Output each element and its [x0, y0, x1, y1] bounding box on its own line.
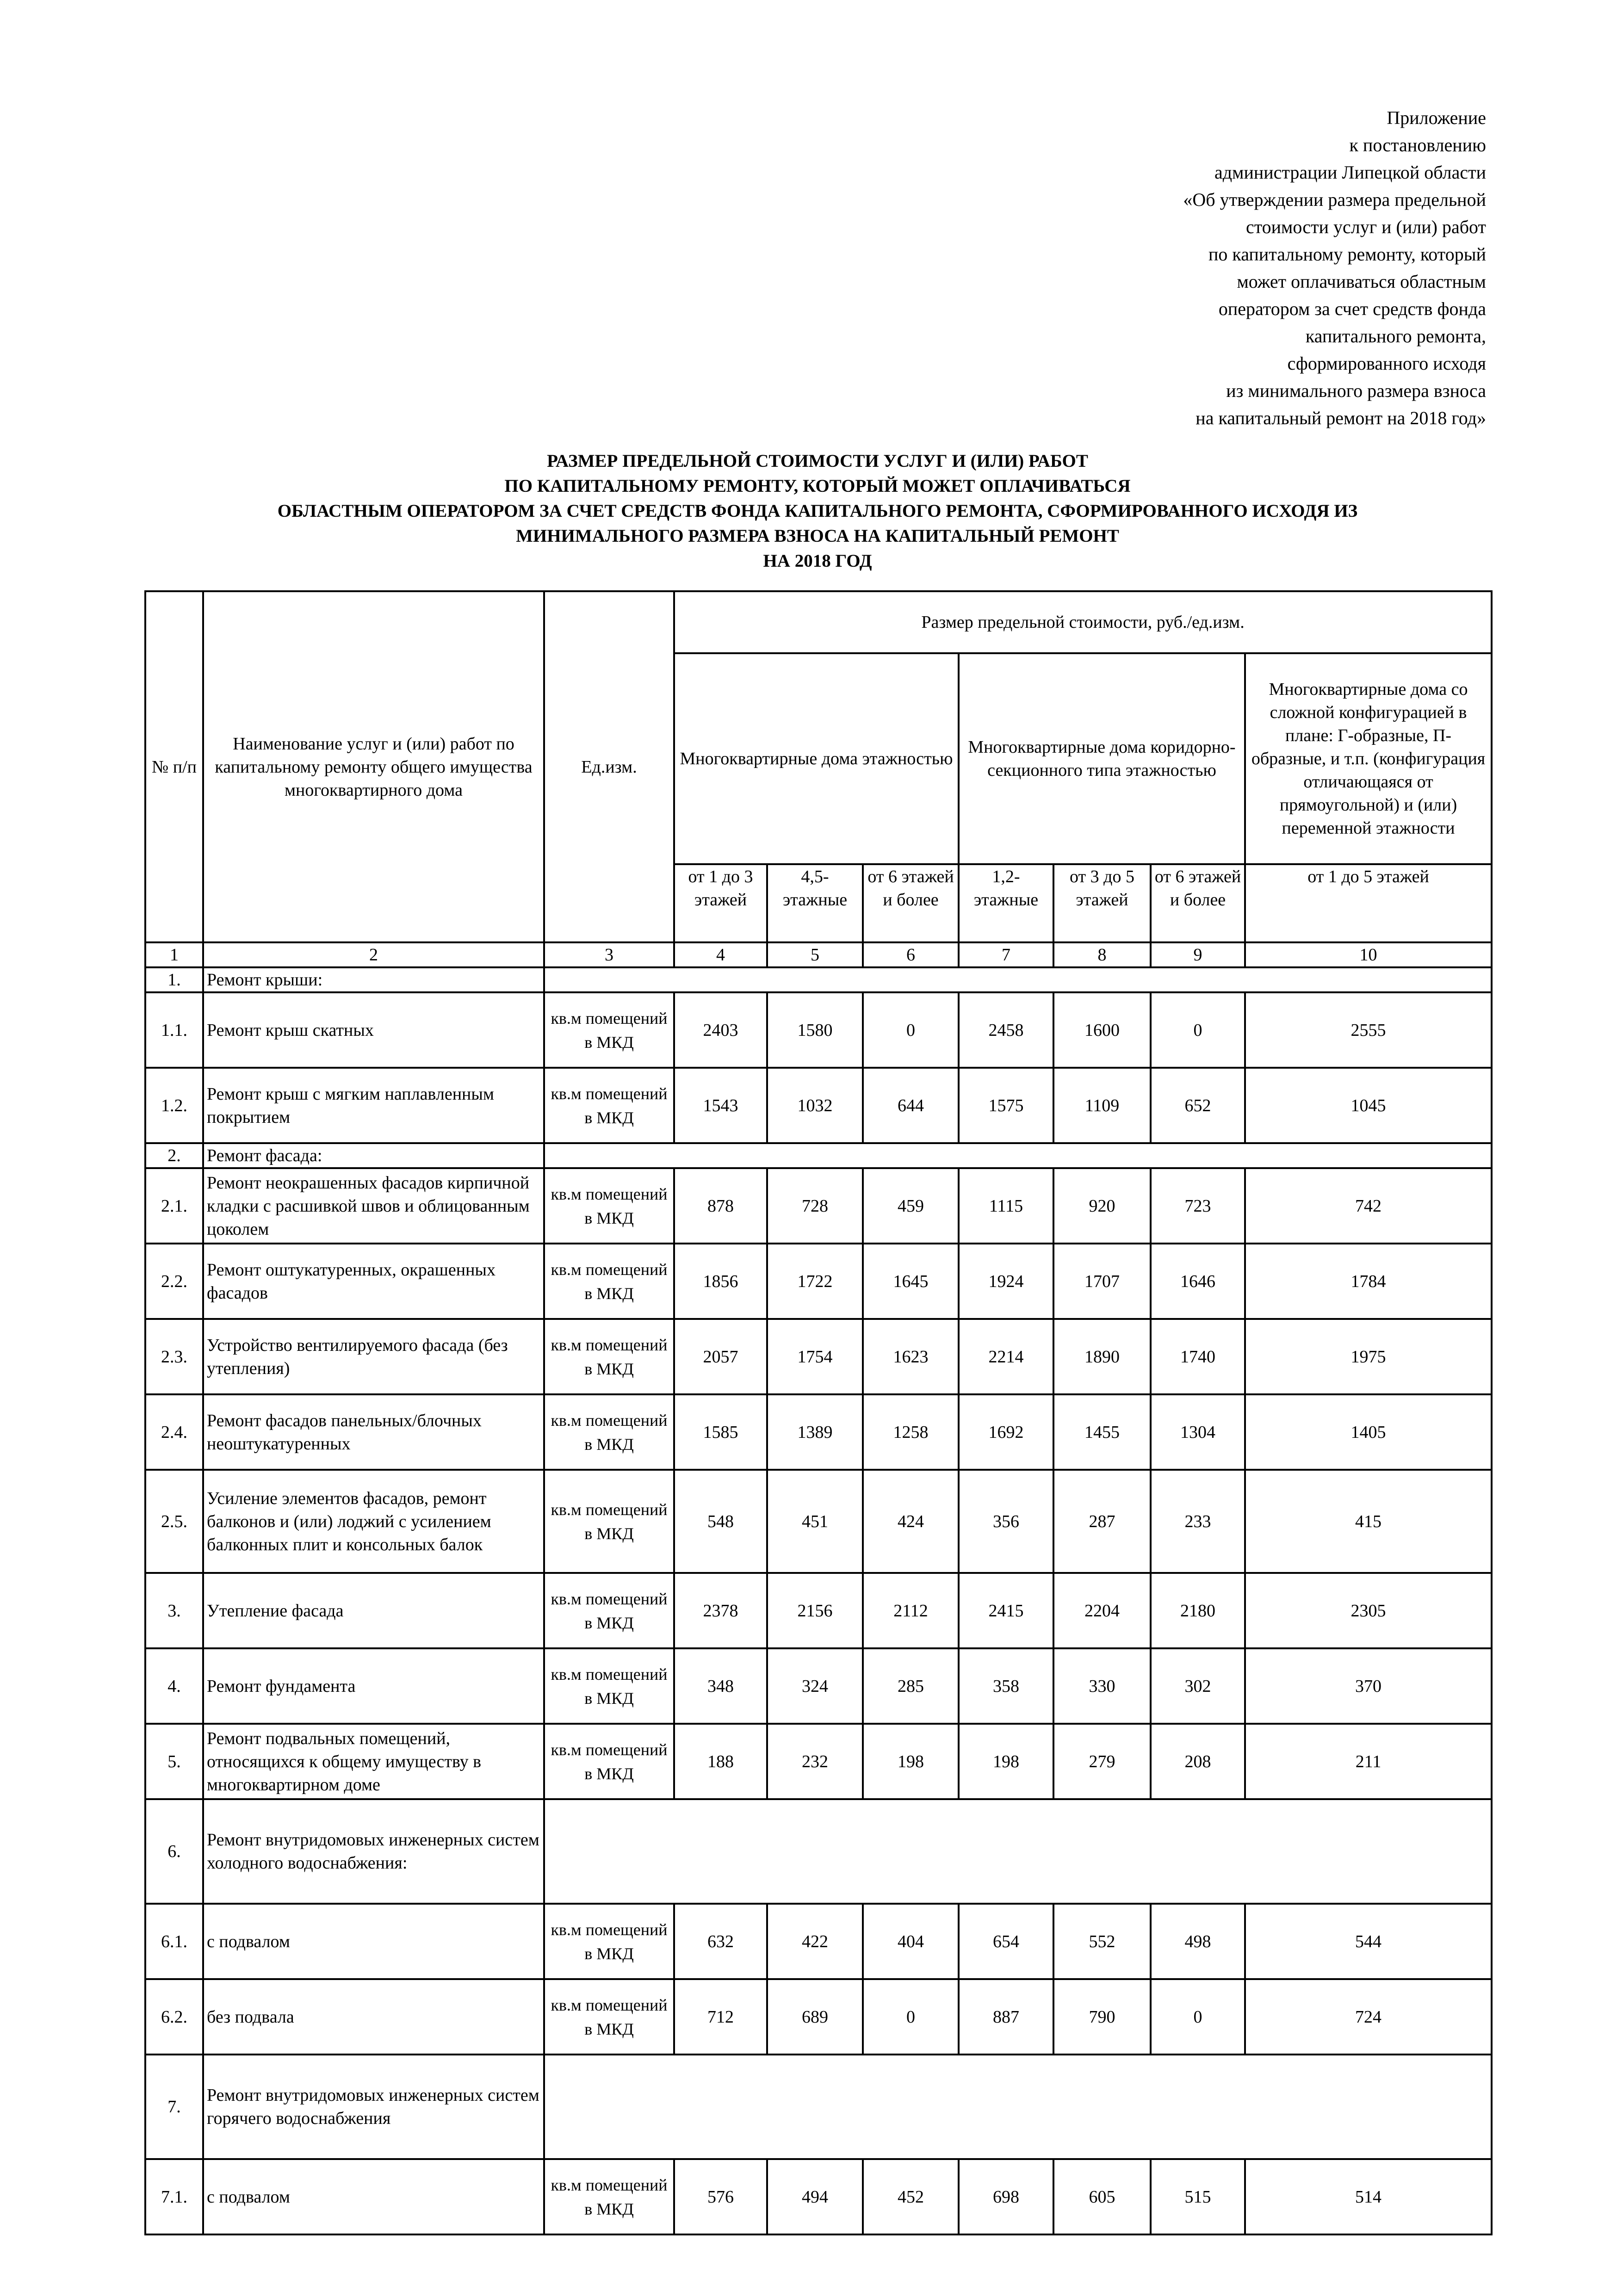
column-number: 9: [1151, 942, 1245, 967]
row-number: 6.: [145, 1799, 203, 1904]
cost-value: 1585: [674, 1394, 767, 1470]
cost-value: 1707: [1053, 1244, 1151, 1319]
cost-value: 1740: [1151, 1319, 1245, 1394]
column-number: 8: [1053, 942, 1151, 967]
cost-value: 348: [674, 1648, 767, 1724]
table-row: [145, 1648, 1492, 1724]
appendix-line: оператором за счет средств фонда: [1218, 298, 1486, 319]
row-name: Ремонт подвальных помещений, относящихся к общему имуществу в многоквартирном доме: [203, 1724, 544, 1799]
cost-value: 1045: [1245, 1068, 1492, 1143]
table-row: [145, 1394, 1492, 1470]
header-subcolumn: от 3 до 5 этажей: [1053, 864, 1151, 942]
row-unit: кв.м помещений в МКД: [544, 1573, 674, 1648]
cost-value: 2403: [674, 992, 767, 1068]
cost-value: 576: [674, 2159, 767, 2234]
header-group-3: Многоквартирные дома со сложной конфигурацией в плане: Г-образные, П-образные, и т.п. (конфигурация отличающаяся от прямоугольной) и (или) переменной этажности: [1245, 653, 1492, 864]
row-unit: кв.м помещений в МКД: [544, 1394, 674, 1470]
table-row: [145, 1904, 1492, 1979]
header-unit: Ед.изм.: [544, 591, 674, 942]
row-name: Ремонт внутридомовых инженерных систем холодного водоснабжения:: [203, 1799, 544, 1904]
header-cost: Размер предельной стоимости, руб./ед.изм.: [674, 591, 1492, 653]
appendix-line: из минимального размера взноса: [1226, 380, 1486, 401]
cost-value: 515: [1151, 2159, 1245, 2234]
row-name: Ремонт неокрашенных фасадов кирпичной кладки с расшивкой швов и облицованным цоколем: [203, 1168, 544, 1244]
header-subcolumn: от 1 до 5 этажей: [1245, 864, 1492, 942]
row-empty: [544, 967, 1492, 992]
cost-value: 1580: [767, 992, 863, 1068]
row-number: 7.1.: [145, 2159, 203, 2234]
header-subcolumn: от 6 этажей и более: [863, 864, 959, 942]
appendix-line: сформированного исходя: [1287, 353, 1486, 374]
row-name: Ремонт фасада:: [203, 1143, 544, 1168]
table-row: [145, 1244, 1492, 1319]
cost-value: 1623: [863, 1319, 959, 1394]
cost-value: 1115: [959, 1168, 1053, 1244]
row-number: 4.: [145, 1648, 203, 1724]
section-row: [145, 1799, 1492, 1904]
row-name: Устройство вентилируемого фасада (без утепления): [203, 1319, 544, 1394]
cost-value: 654: [959, 1904, 1053, 1979]
cost-value: 1455: [1053, 1394, 1151, 1470]
cost-value: 285: [863, 1648, 959, 1724]
row-unit: кв.м помещений в МКД: [544, 1244, 674, 1319]
row-name: Ремонт крыш с мягким наплавленным покрытием: [203, 1068, 544, 1143]
cost-value: 552: [1053, 1904, 1151, 1979]
row-empty: [544, 2055, 1492, 2159]
table-row: [145, 992, 1492, 1068]
cost-value: 1109: [1053, 1068, 1151, 1143]
table-row: [145, 1319, 1492, 1394]
row-unit: кв.м помещений в МКД: [544, 1724, 674, 1799]
cost-value: 1722: [767, 1244, 863, 1319]
row-unit: кв.м помещений в МКД: [544, 1470, 674, 1573]
row-name: Ремонт внутридомовых инженерных систем горячего водоснабжения: [203, 2055, 544, 2159]
cost-value: 689: [767, 1979, 863, 2055]
appendix-line: администрации Липецкой области: [1214, 162, 1486, 183]
cost-value: 1304: [1151, 1394, 1245, 1470]
row-empty: [544, 1799, 1492, 1904]
cost-value: 2204: [1053, 1573, 1151, 1648]
cost-value: 459: [863, 1168, 959, 1244]
cost-value: 233: [1151, 1470, 1245, 1573]
column-number: 10: [1245, 942, 1492, 967]
cost-value: 1600: [1053, 992, 1151, 1068]
header-group-2: Многоквартирные дома коридорно-секционного типа этажностью: [959, 653, 1245, 864]
row-number: 1.: [145, 967, 203, 992]
cost-value: 1405: [1245, 1394, 1492, 1470]
cost-value: 232: [767, 1724, 863, 1799]
row-unit: кв.м помещений в МКД: [544, 1979, 674, 2055]
row-unit: кв.м помещений в МКД: [544, 1168, 674, 1244]
appendix-line: по капитальному ремонту, который: [1208, 244, 1486, 265]
cost-value: 415: [1245, 1470, 1492, 1573]
title-line: МИНИМАЛЬНОГО РАЗМЕРА ВЗНОСА НА КАПИТАЛЬНЫЙ РЕМОНТ: [516, 526, 1119, 546]
header-num: № п/п: [145, 591, 203, 942]
cost-value: 1645: [863, 1244, 959, 1319]
header-subcolumn: от 6 этажей и более: [1151, 864, 1245, 942]
title-line: РАЗМЕР ПРЕДЕЛЬНОЙ СТОИМОСТИ УСЛУГ И (ИЛИ) РАБОТ: [547, 451, 1088, 471]
header-name: Наименование услуг и (или) работ по капитальному ремонту общего имущества многоквартирного дома: [203, 591, 544, 942]
cost-value: 2378: [674, 1573, 767, 1648]
row-number: 5.: [145, 1724, 203, 1799]
cost-value: 324: [767, 1648, 863, 1724]
row-number: 2.1.: [145, 1168, 203, 1244]
title-line: ОБЛАСТНЫМ ОПЕРАТОРОМ ЗА СЧЕТ СРЕДСТВ ФОНДА КАПИТАЛЬНОГО РЕМОНТА, СФОРМИРОВАННОГО ИСХОДЯ ИЗ: [277, 501, 1358, 521]
header-group-1: Многоквартирные дома этажностью: [674, 653, 959, 864]
row-name: Ремонт фундамента: [203, 1648, 544, 1724]
cost-value: 644: [863, 1068, 959, 1143]
cost-value: 2214: [959, 1319, 1053, 1394]
cost-value: 2057: [674, 1319, 767, 1394]
row-name: с подвалом: [203, 2159, 544, 2234]
cost-value: 728: [767, 1168, 863, 1244]
cost-value: 211: [1245, 1724, 1492, 1799]
row-number: 2.: [145, 1143, 203, 1168]
cost-value: 920: [1053, 1168, 1151, 1244]
row-unit: кв.м помещений в МКД: [544, 1068, 674, 1143]
cost-value: 698: [959, 2159, 1053, 2234]
cost-value: 0: [1151, 1979, 1245, 2055]
appendix-line: стоимости услуг и (или) работ: [1245, 217, 1486, 237]
cost-value: 1646: [1151, 1244, 1245, 1319]
section-row: [145, 2055, 1492, 2159]
row-number: 1.2.: [145, 1068, 203, 1143]
column-number: 4: [674, 942, 767, 967]
appendix-line: «Об утверждении размера предельной: [1183, 189, 1486, 210]
cost-value: 1389: [767, 1394, 863, 1470]
cost-value: 302: [1151, 1648, 1245, 1724]
cost-value: 514: [1245, 2159, 1492, 2234]
table-row: [145, 1573, 1492, 1648]
cost-value: 1543: [674, 1068, 767, 1143]
cost-value: 632: [674, 1904, 767, 1979]
cost-value: 370: [1245, 1648, 1492, 1724]
cost-value: 1754: [767, 1319, 863, 1394]
header-subcolumn: 4,5-этажные: [767, 864, 863, 942]
table-row: [145, 1724, 1492, 1799]
row-unit: кв.м помещений в МКД: [544, 1319, 674, 1394]
cost-value: 330: [1053, 1648, 1151, 1724]
cost-value: 2305: [1245, 1573, 1492, 1648]
appendix-line: к постановлению: [1349, 135, 1486, 155]
appendix-line: Приложение: [1387, 107, 1486, 128]
cost-value: 2112: [863, 1573, 959, 1648]
row-unit: кв.м помещений в МКД: [544, 1904, 674, 1979]
row-number: 6.1.: [145, 1904, 203, 1979]
cost-value: 198: [959, 1724, 1053, 1799]
cost-value: 1032: [767, 1068, 863, 1143]
section-row: [145, 967, 1492, 992]
cost-value: 712: [674, 1979, 767, 2055]
table-row: [145, 1979, 1492, 2055]
cost-value: 404: [863, 1904, 959, 1979]
row-number: 7.: [145, 2055, 203, 2159]
cost-value: 887: [959, 1979, 1053, 2055]
title-line: ПО КАПИТАЛЬНОМУ РЕМОНТУ, КОТОРЫЙ МОЖЕТ ОПЛАЧИВАТЬСЯ: [504, 476, 1131, 496]
cost-value: 287: [1053, 1470, 1151, 1573]
row-unit: кв.м помещений в МКД: [544, 2159, 674, 2234]
cost-value: 1924: [959, 1244, 1053, 1319]
cost-value: 358: [959, 1648, 1053, 1724]
cost-value: 742: [1245, 1168, 1492, 1244]
cost-value: 0: [1151, 992, 1245, 1068]
row-number: 2.2.: [145, 1244, 203, 1319]
header-subcolumn: от 1 до 3 этажей: [674, 864, 767, 942]
cost-value: 1258: [863, 1394, 959, 1470]
row-name: Ремонт крыш скатных: [203, 992, 544, 1068]
row-number: 1.1.: [145, 992, 203, 1068]
table-row: [145, 1470, 1492, 1573]
cost-value: 188: [674, 1724, 767, 1799]
column-number: 5: [767, 942, 863, 967]
cost-value: 1890: [1053, 1319, 1151, 1394]
row-name: Ремонт оштукатуренных, окрашенных фасадов: [203, 1244, 544, 1319]
cost-value: 548: [674, 1470, 767, 1573]
cost-value: 279: [1053, 1724, 1151, 1799]
cost-value: 2415: [959, 1573, 1053, 1648]
row-unit: кв.м помещений в МКД: [544, 992, 674, 1068]
column-number: 7: [959, 942, 1053, 967]
row-number: 2.5.: [145, 1470, 203, 1573]
cost-value: 1856: [674, 1244, 767, 1319]
row-number: 6.2.: [145, 1979, 203, 2055]
column-number: 1: [145, 942, 203, 967]
cost-value: 452: [863, 2159, 959, 2234]
table-row: [145, 1068, 1492, 1143]
cost-value: 2156: [767, 1573, 863, 1648]
cost-value: 1692: [959, 1394, 1053, 1470]
row-number: 2.3.: [145, 1319, 203, 1394]
cost-value: 878: [674, 1168, 767, 1244]
row-unit: кв.м помещений в МКД: [544, 1648, 674, 1724]
cost-value: 208: [1151, 1724, 1245, 1799]
cost-value: 451: [767, 1470, 863, 1573]
row-number: 2.4.: [145, 1394, 203, 1470]
row-name: Ремонт крыши:: [203, 967, 544, 992]
table-row: [145, 1168, 1492, 1244]
cost-value: 652: [1151, 1068, 1245, 1143]
row-empty: [544, 1143, 1492, 1168]
title-line: НА 2018 ГОД: [763, 551, 872, 571]
cost-table: [144, 590, 1493, 2235]
column-number: 3: [544, 942, 674, 967]
row-name: Усиление элементов фасадов, ремонт балконов и (или) лоджий с усилением балконных плит и консольных балок: [203, 1470, 544, 1573]
cost-value: 790: [1053, 1979, 1151, 2055]
cost-value: 2458: [959, 992, 1053, 1068]
document-title: [144, 449, 1491, 574]
cost-value: 1975: [1245, 1319, 1492, 1394]
cost-value: 356: [959, 1470, 1053, 1573]
cost-value: 2180: [1151, 1573, 1245, 1648]
column-number: 6: [863, 942, 959, 967]
cost-value: 498: [1151, 1904, 1245, 1979]
cost-value: 1784: [1245, 1244, 1492, 1319]
cost-value: 2555: [1245, 992, 1492, 1068]
appendix-line: на капитальный ремонт на 2018 год»: [1196, 408, 1486, 428]
table-row: [145, 2159, 1492, 2234]
cost-value: 724: [1245, 1979, 1492, 2055]
cost-value: 198: [863, 1724, 959, 1799]
cost-value: 544: [1245, 1904, 1492, 1979]
appendix-block: [1183, 104, 1486, 432]
cost-value: 0: [863, 992, 959, 1068]
row-name: Утепление фасада: [203, 1573, 544, 1648]
column-number: 2: [203, 942, 544, 967]
row-name: без подвала: [203, 1979, 544, 2055]
cost-value: 422: [767, 1904, 863, 1979]
appendix-line: капитального ремонта,: [1305, 326, 1486, 347]
appendix-line: может оплачиваться областным: [1237, 271, 1486, 292]
cost-value: 494: [767, 2159, 863, 2234]
cost-value: 424: [863, 1470, 959, 1573]
header-subcolumn: 1,2-этажные: [959, 864, 1053, 942]
cost-value: 605: [1053, 2159, 1151, 2234]
section-row: [145, 1143, 1492, 1168]
row-name: с подвалом: [203, 1904, 544, 1979]
cost-value: 1575: [959, 1068, 1053, 1143]
row-name: Ремонт фасадов панельных/блочных неоштукатуренных: [203, 1394, 544, 1470]
row-number: 3.: [145, 1573, 203, 1648]
cost-value: 0: [863, 1979, 959, 2055]
cost-value: 723: [1151, 1168, 1245, 1244]
